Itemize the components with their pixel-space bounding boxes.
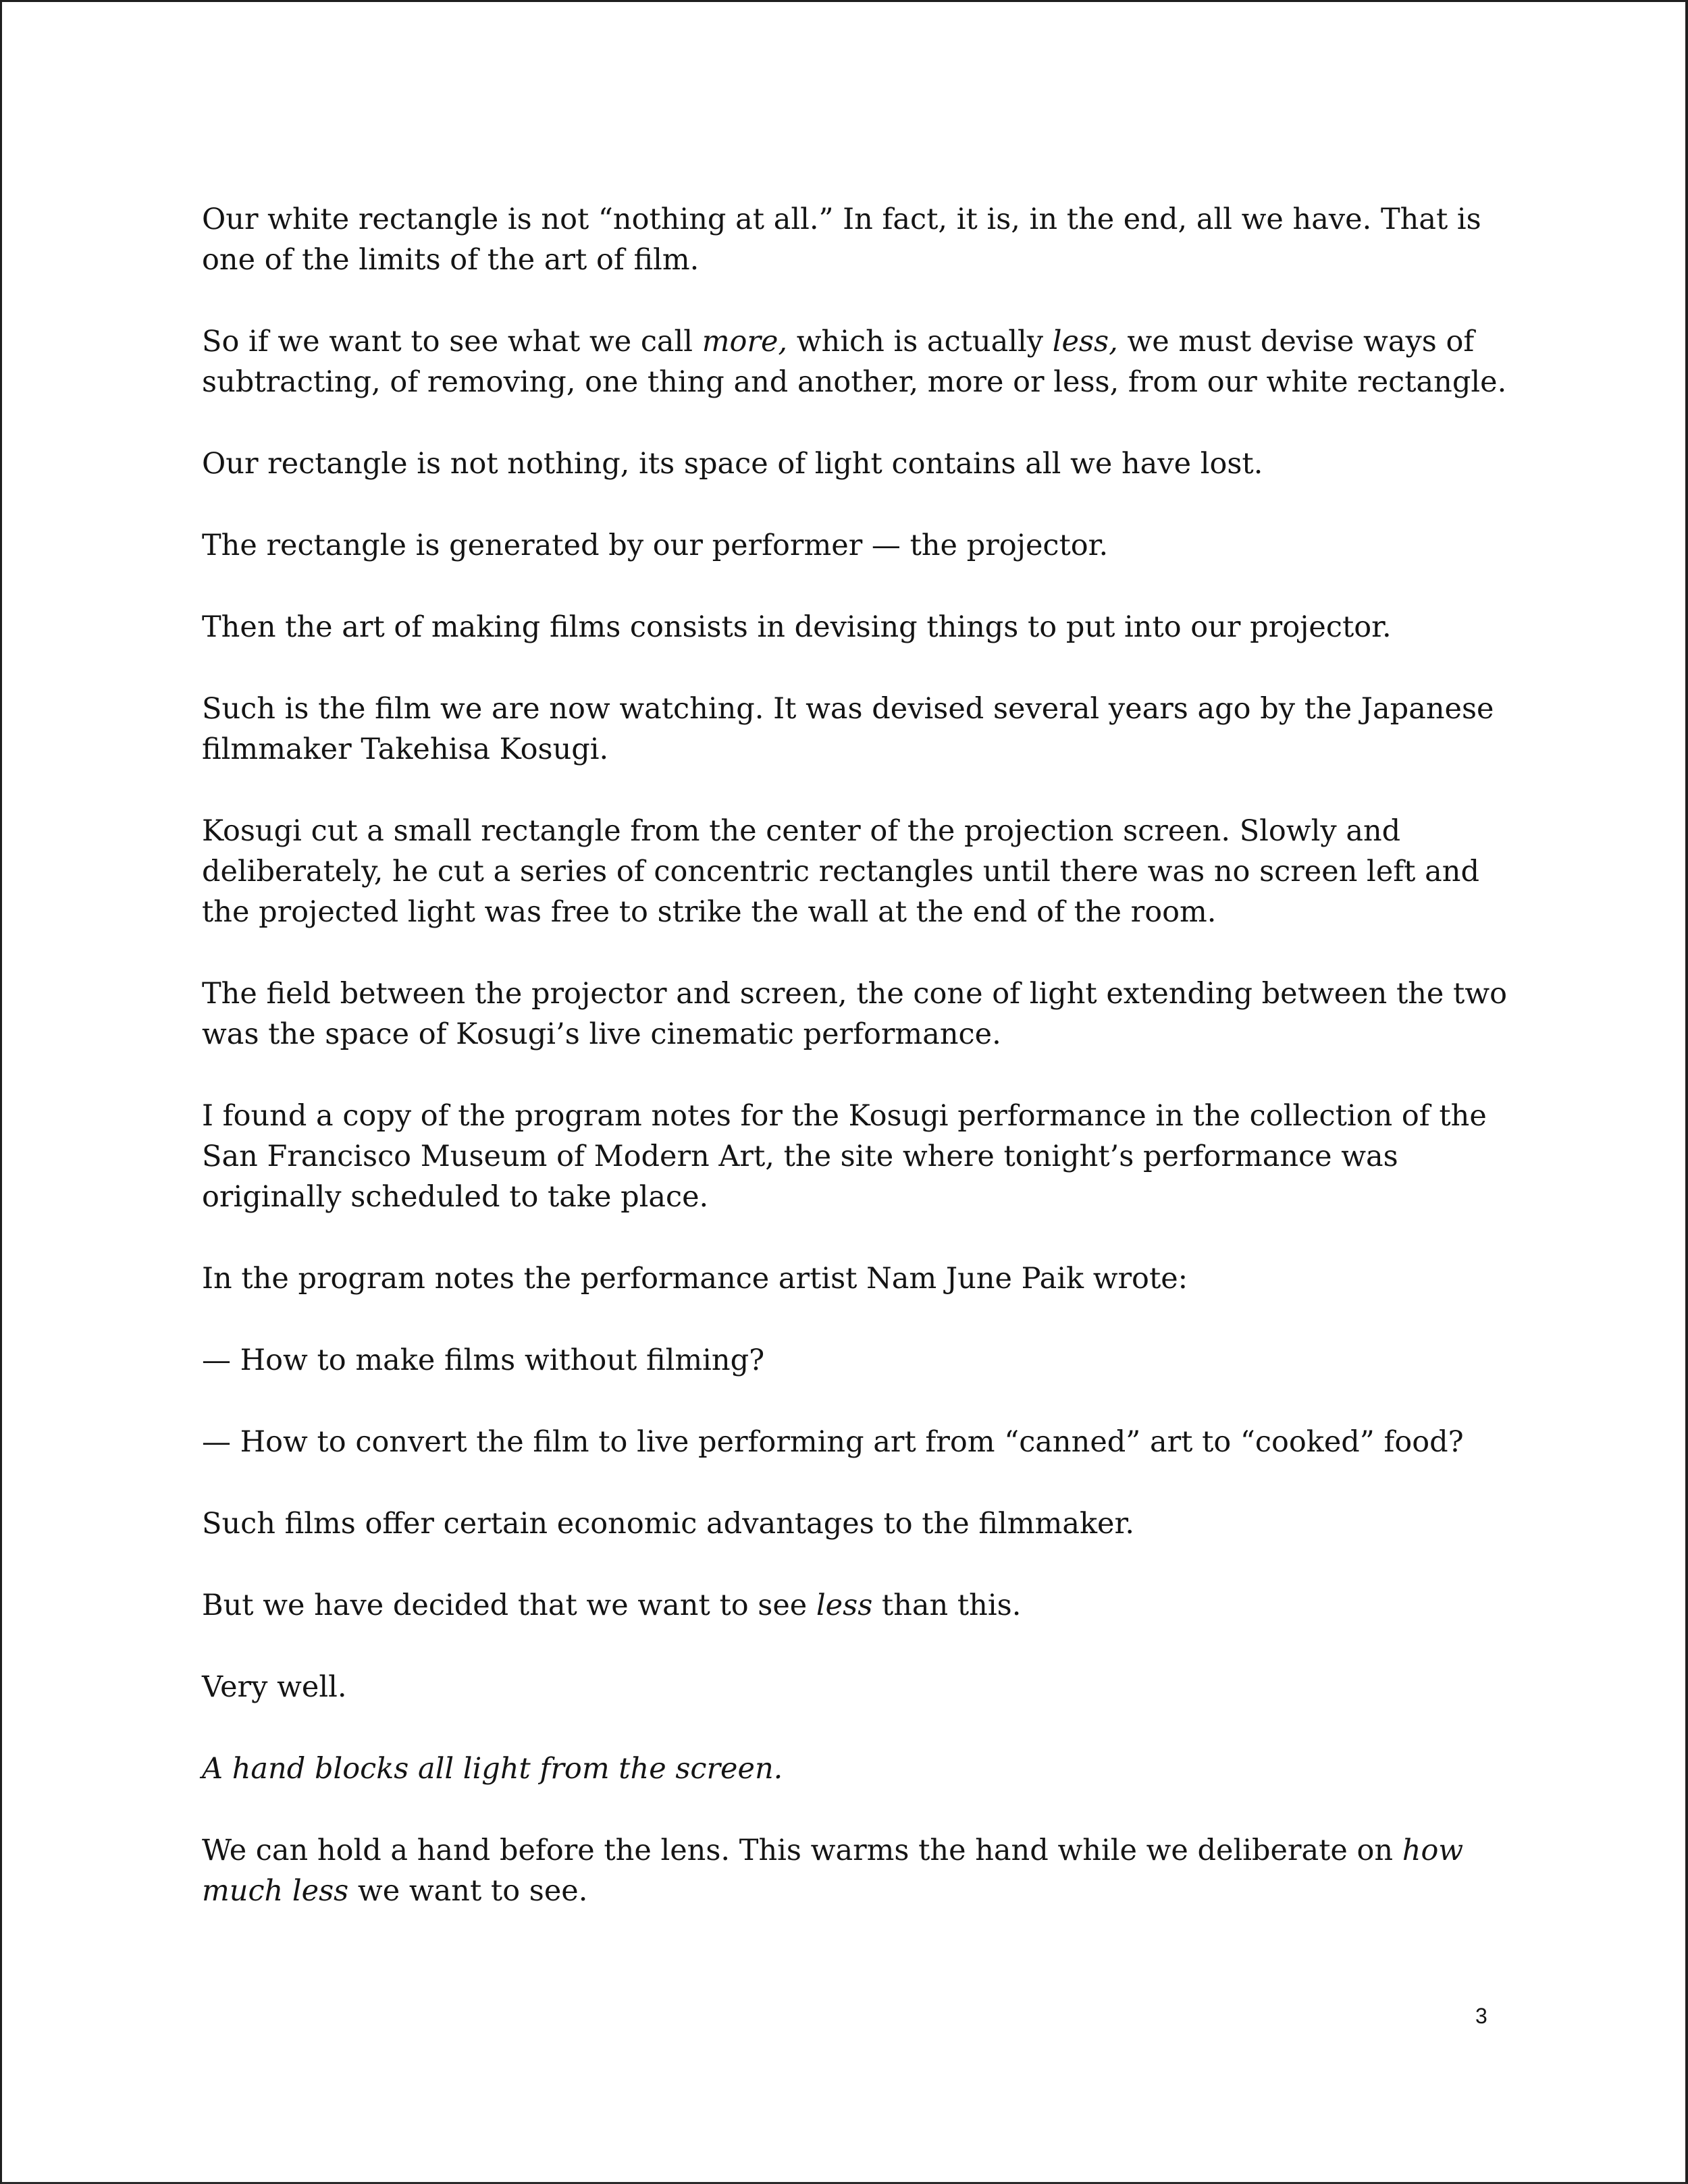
stage-direction-text: A hand blocks all light from the screen.: [202, 1752, 783, 1786]
paragraph-text: Such films offer certain economic advantages to the filmmaker.: [202, 1507, 1134, 1541]
paragraph-text: we want to see.: [348, 1874, 588, 1908]
emphasis-text: more,: [702, 325, 788, 358]
paragraph: [202, 199, 1519, 280]
paragraph: [202, 607, 1519, 647]
paragraph: [202, 1830, 1519, 1911]
paragraph: [202, 444, 1519, 484]
paragraph: [202, 974, 1519, 1055]
paragraph-text: — How to make films without filming?: [202, 1343, 765, 1377]
paragraph-text: Kosugi cut a small rectangle from the center of the projection screen. Slowly and deliberately, he cut a series of concentric rectangles until there was no screen left and the projected light was free to strike the wall at the end of the room.: [202, 814, 1479, 929]
paragraph-text: So if we want to see what we call: [202, 325, 702, 358]
paragraph-text: Such is the film we are now watching. It was devised several years ago by the Japanese filmmaker Takehisa Kosugi.: [202, 692, 1494, 766]
paragraph-text: Then the art of making films consists in devising things to put into our projector.: [202, 610, 1392, 644]
paragraph: [202, 1667, 1519, 1707]
paragraph: [202, 1503, 1519, 1544]
page-number: 3: [1475, 2004, 1487, 2028]
quote-line: [202, 1340, 1519, 1381]
emphasis-text: less: [816, 1589, 873, 1622]
paragraph: [202, 321, 1519, 402]
paragraph-text: I found a copy of the program notes for the Kosugi performance in the collection of the San Francisco Museum of Modern Art, the site where tonight’s performance was originally scheduled to take place.: [202, 1099, 1487, 1214]
paragraph-text: Very well.: [202, 1670, 347, 1704]
paragraph-text: — How to convert the film to live performing art from “canned” art to “cooked” food?: [202, 1425, 1464, 1459]
paragraph-text: The field between the projector and screen, the cone of light extending between the two was the space of Kosugi’s live cinematic performance.: [202, 977, 1508, 1051]
body-text: [202, 199, 1519, 1952]
paragraph-text: Our white rectangle is not “nothing at all.” In fact, it is, in the end, all we have. That is one of the limits of the art of film.: [202, 203, 1481, 277]
paragraph-text: we must devise ways of subtracting, of removing, one thing and another, more or less, from our white rectangle.: [202, 325, 1507, 399]
paragraph: [202, 811, 1519, 932]
paragraph-text: than this.: [872, 1589, 1022, 1622]
paragraph-text: But we have decided that we want to see: [202, 1589, 816, 1622]
stage-direction: [202, 1749, 1519, 1789]
paragraph: [202, 1585, 1519, 1626]
emphasis-text: less,: [1052, 325, 1118, 358]
paragraph-text: Our rectangle is not nothing, its space of light contains all we have lost.: [202, 447, 1263, 481]
paragraph: [202, 525, 1519, 566]
emphasis-text: how much less: [202, 1834, 1464, 1908]
paragraph: [202, 1096, 1519, 1217]
paragraph-text: The rectangle is generated by our performer — the projector.: [202, 529, 1109, 562]
paragraph-text: We can hold a hand before the lens. This warms the hand while we deliberate on: [202, 1834, 1402, 1867]
paragraph: [202, 1258, 1519, 1299]
paragraph: [202, 689, 1519, 770]
quote-line: [202, 1422, 1519, 1462]
paragraph-text: In the program notes the performance artist Nam June Paik wrote:: [202, 1262, 1188, 1296]
paragraph-text: which is actually: [787, 325, 1053, 358]
